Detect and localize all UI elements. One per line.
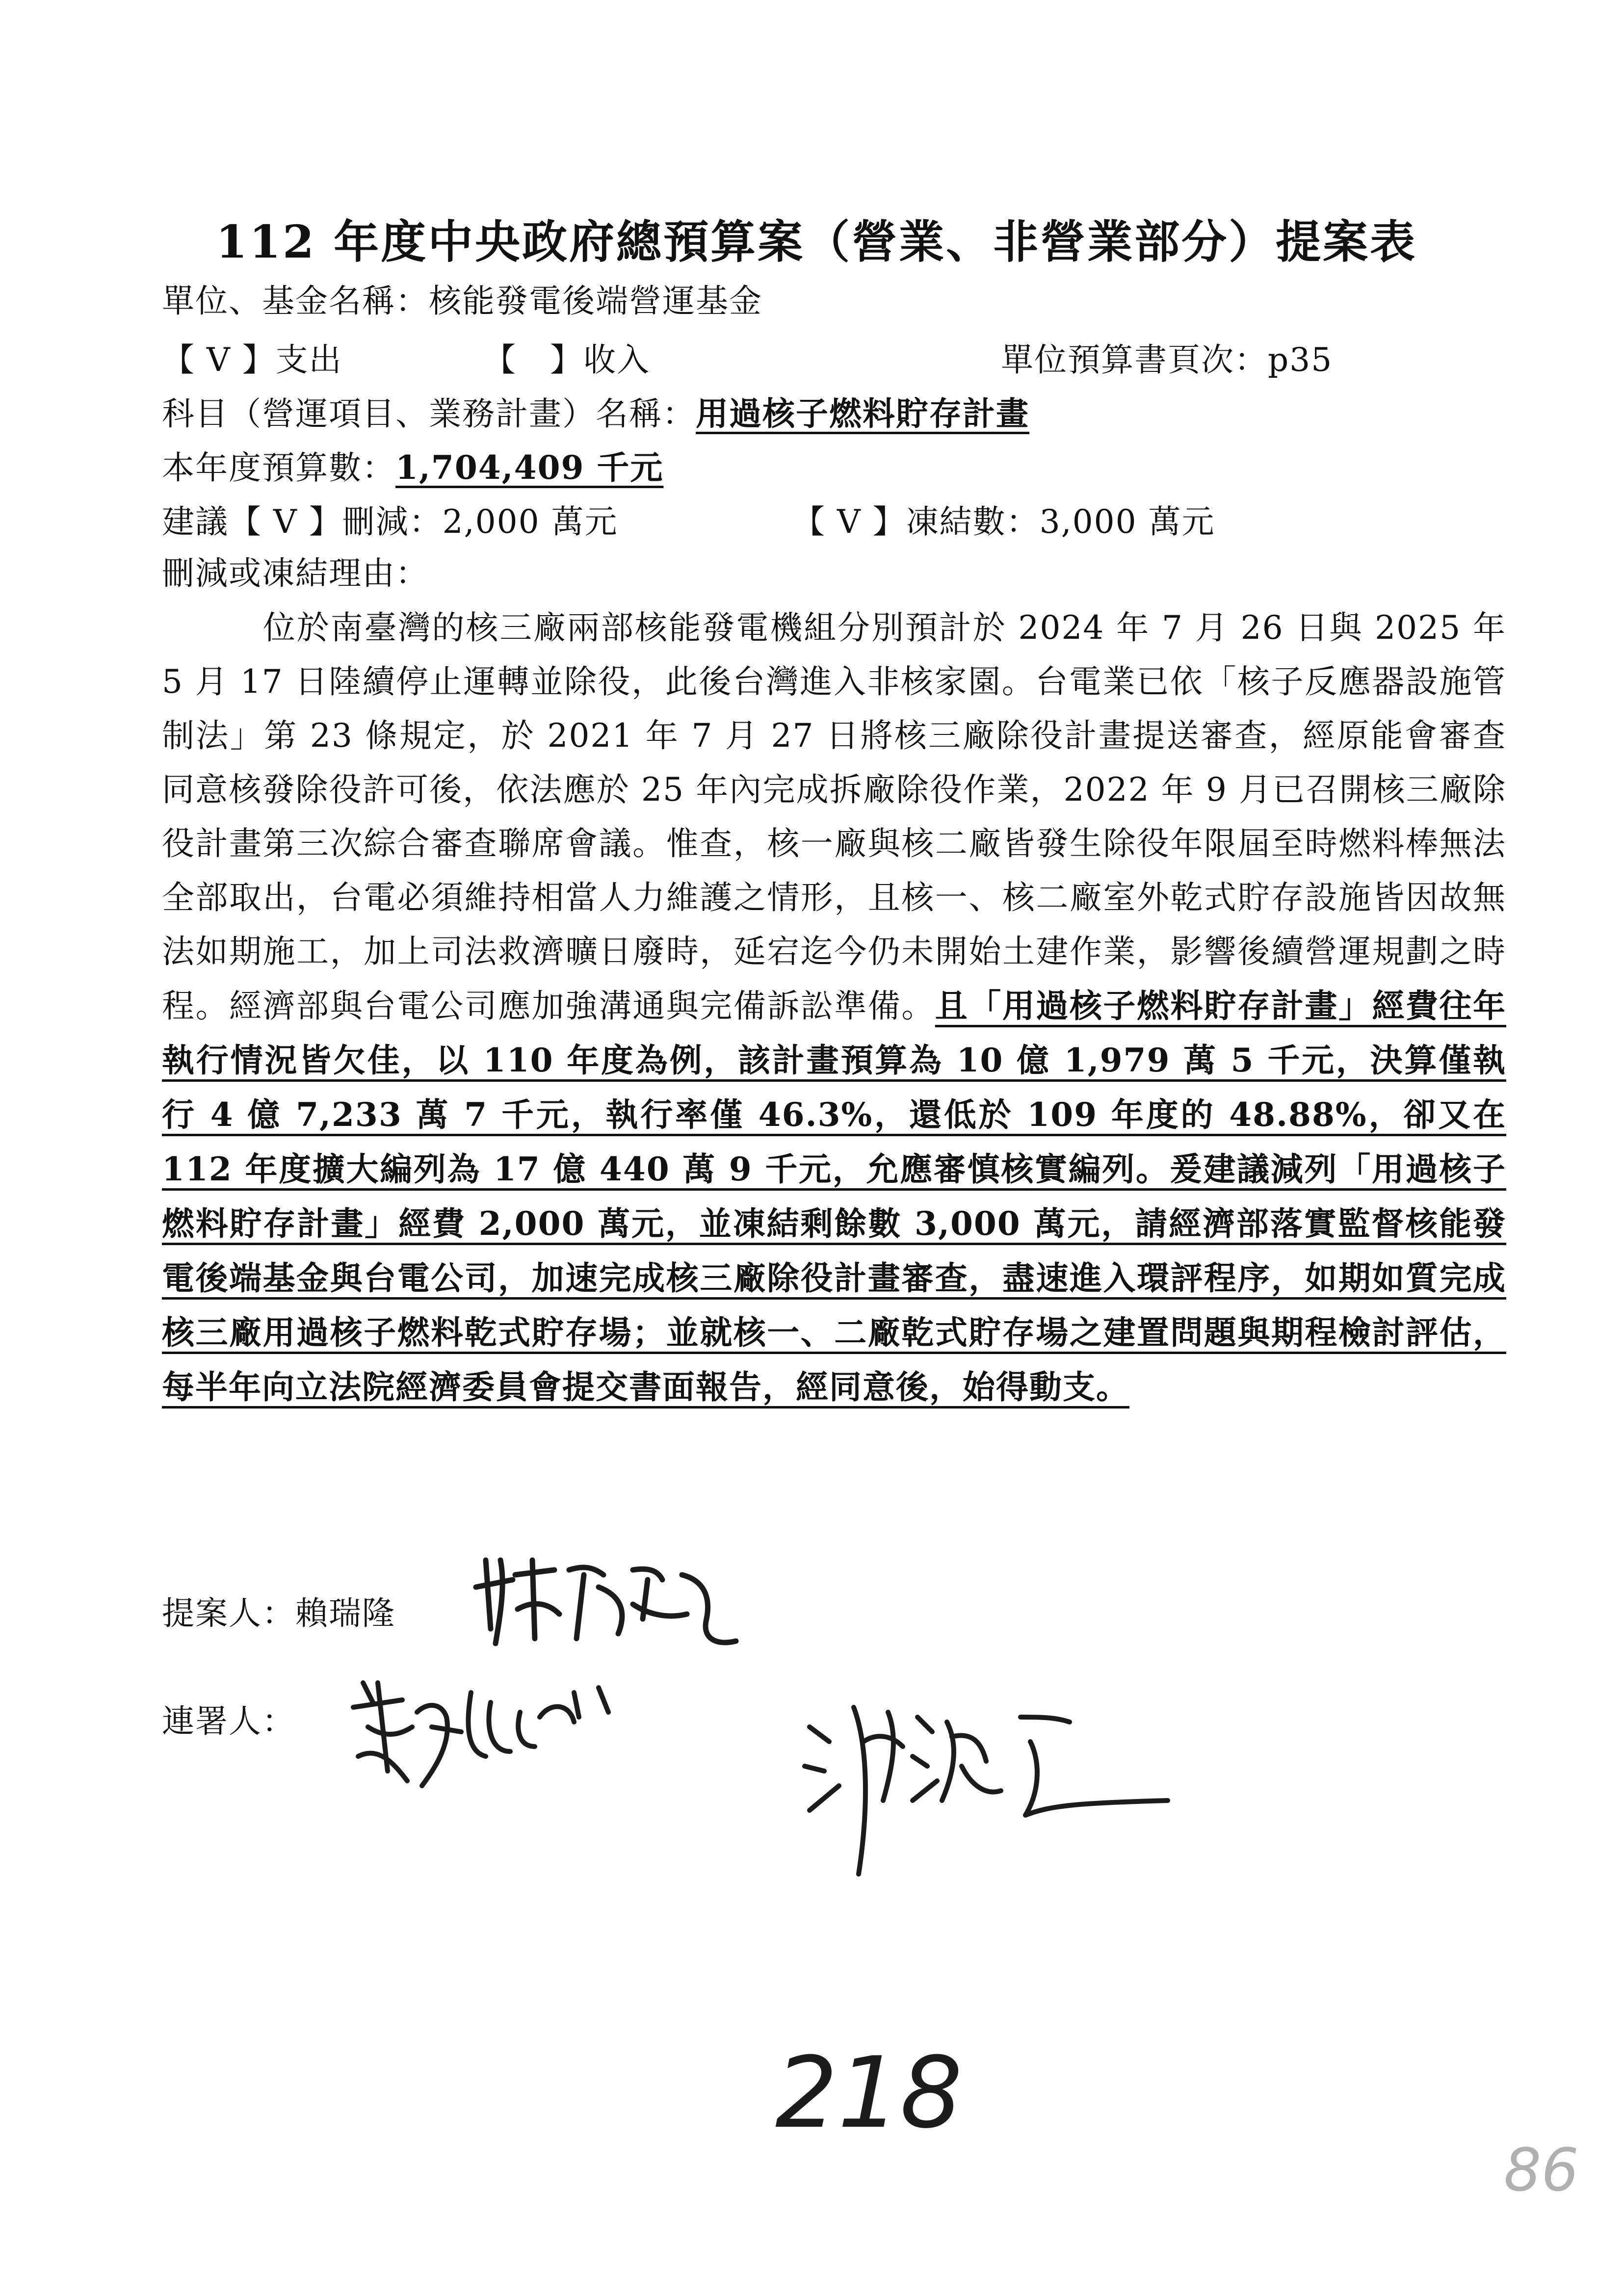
fund-name: 單位、基金名稱：核能發電後端營運基金 — [162, 282, 762, 320]
page-number-text: 218 — [775, 2036, 963, 2150]
proposer-signature — [471, 1540, 746, 1668]
freeze-option: 【 V 】凍結數：3,000 萬元 — [792, 503, 1215, 541]
proposer-label: 提案人：賴瑞隆 — [162, 1594, 395, 1632]
cosigner-signature-1 — [343, 1673, 657, 1800]
budget-label: 本年度預算數： — [162, 449, 395, 487]
income-option: 【 】收入 — [483, 341, 650, 379]
budget-line — [162, 442, 663, 488]
subject-label: 科目（營運項目、業務計畫）名稱： — [162, 395, 696, 433]
budget-page: 單位預算書頁次：p35 — [1001, 341, 1333, 379]
document-title: 112 年度中央政府總預算案（營業、非營業部分）提案表 — [216, 215, 1417, 268]
reason-background: 位於南臺灣的核三廠兩部核能發電機組分別預計於 2024 年 7 月 26 日與 2025 年 5 月 17 日陸續停止運轉並除役，此後台灣進入非核家園。台電業已依「核子反應器設施管制法」第 23 條規定，於 2021 年 7 月 27 日將核三廠除役計畫提送審查，經原能會審查同意核發除役許可後，依法應於 25 年內完成拆廠除役作業，2022 年 9 月已召開核三廠除役計畫第三次綜合審查聯席會議。惟查，核一廠與核二廠皆發生除役年限屆至時燃料棒無法全部取出，台電必須維持相當人力維護之情形，且核一、核二廠室外乾式貯存設施皆因故無法如期施工，加上司法救濟曠日廢時，延宕迄今仍未開始土建作業，影響後續營運規劃之時程。經濟部與台電公司應加強溝通與完備訴訟準備。 — [162, 609, 1506, 1025]
reason-label: 刪減或凍結理由： — [162, 554, 429, 592]
cosigner-signature-2 — [795, 1688, 1178, 1894]
corner-page-number — [1501, 2137, 1599, 2205]
cosigner-label: 連署人： — [162, 1702, 295, 1740]
reason-paragraph — [162, 601, 1506, 1414]
expense-option: 【 V 】支出 — [162, 341, 342, 379]
subject-line — [162, 388, 1029, 434]
budget-value: 1,704,409 千元 — [395, 448, 664, 487]
corner-number-text: 86 — [1504, 2137, 1579, 2205]
reason-recommendation: 且「用過核子燃料貯存計畫」經費往年執行情況皆欠佳，以 110 年度為例，該計畫預算為 10 億 1,979 萬 5 千元，決算僅執行 4 億 7,233 萬 7 千元，執行率僅 46.3%，還低於 109 年度的 48.88%，卻又在 112 年度擴大編列為 17 億 440 萬 9 千元，允應審慎核實編列。爰建議減列「用過核子燃料貯存計畫」經費 2,000 萬元，並凍結剩餘數 3,000 萬元，請經濟部落實監督核能發電後端基金與台電公司，加速完成核三廠除役計畫審查，盡速進入環評程序，如期如質完成核三廠用過核子燃料乾式貯存場；並就核一、二廠乾式貯存場之建置問題與期程檢討評估，每半年向立法院經濟委員會提交書面報告，經同意後，始得動支。 — [162, 987, 1507, 1406]
cut-option: 建議【 V 】刪減：2,000 萬元 — [162, 503, 618, 541]
handwritten-page-number — [770, 2034, 963, 2150]
subject-value: 用過核子燃料貯存計畫 — [696, 394, 1029, 433]
